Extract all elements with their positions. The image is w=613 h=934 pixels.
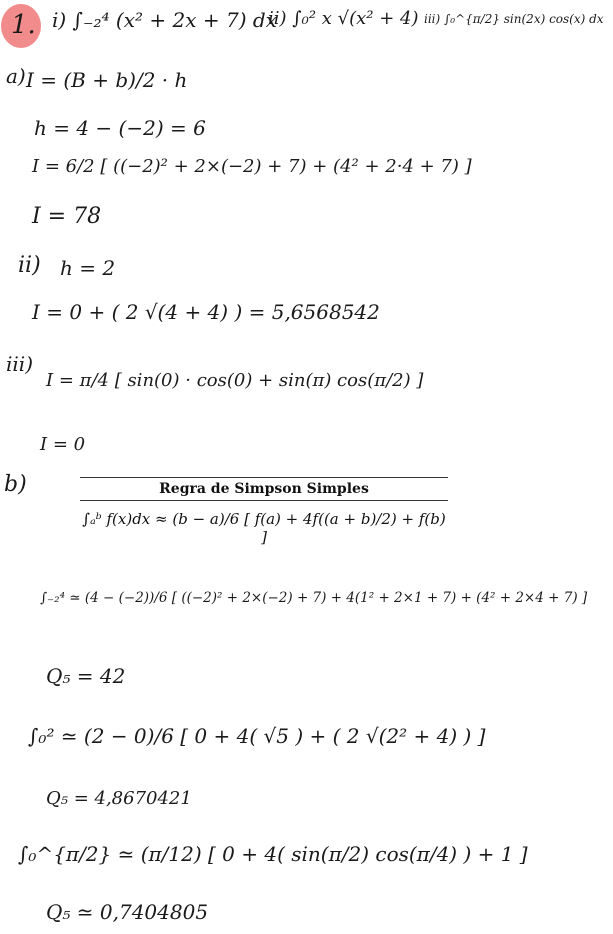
b-i-step-expression: ∫₋₂⁴ ≃ (4 − (−2))/6 [ ((−2)² + 2×(−2) + 7) + 4(1² + 2×1 + 7) + (4² + 2×4 + 7) ]	[40, 590, 588, 606]
a-iii-step-expression: I = π/4 [ sin(0) · cos(0) + sin(π) cos(π/2) ]	[46, 370, 424, 391]
trapezoid-formula: I = (B + b)/2 · h	[26, 68, 188, 92]
header-integral-ii: ii) ∫₀² x √(x² + 4)	[268, 8, 419, 29]
a-ii-result: I = 0 + ( 2 √(4 + 4) ) = 5,6568542	[32, 300, 380, 324]
part-a-label: a)	[6, 64, 26, 88]
simpson-rule-title: Regra de Simpson Simples	[159, 481, 369, 497]
a-iii-result: I = 0	[40, 434, 86, 455]
a-ii-step-h: h = 2	[60, 256, 116, 280]
a-iii-label: iii)	[6, 352, 33, 376]
simpson-top-rule	[80, 477, 448, 478]
simpson-rule-formula: ∫ₐᵇ f(x)dx ≈ (b − a)/6 [ f(a) + 4f((a + b)/2) + f(b) ]	[82, 510, 446, 546]
simpson-rule-box	[80, 477, 448, 557]
a-i-step-expression: I = 6/2 [ ((−2)² + 2×(−2) + 7) + (4² + 2·4 + 7) ]	[32, 156, 472, 177]
header-integral-iii: iii) ∫₀^{π/2} sin(2x) cos(x) dx	[424, 12, 604, 26]
header-integral-i: i) ∫₋₂⁴ (x² + 2x + 7) dx	[52, 8, 277, 32]
b-iii-step-expression: ∫₀^{π/2} ≃ (π/12) [ 0 + 4( sin(π/2) cos(π/4) ) + 1 ]	[18, 842, 528, 866]
b-ii-result: Q₅ = 4,8670421	[46, 788, 192, 809]
b-iii-result: Q₅ ≃ 0,7404805	[46, 900, 209, 924]
b-ii-step-expression: ∫₀² ≃ (2 − 0)/6 [ 0 + 4( √5 ) + ( 2 √(2² + 4) ) ]	[28, 724, 486, 748]
b-i-result: Q₅ = 42	[46, 664, 126, 688]
part-b-label: b)	[4, 472, 27, 497]
exercise-number: 1.	[11, 10, 36, 40]
a-i-result: I = 78	[32, 204, 102, 229]
a-ii-label: ii)	[18, 253, 41, 278]
a-i-step-h: h = 4 − (−2) = 6	[34, 116, 206, 140]
simpson-title-divider	[80, 500, 448, 501]
